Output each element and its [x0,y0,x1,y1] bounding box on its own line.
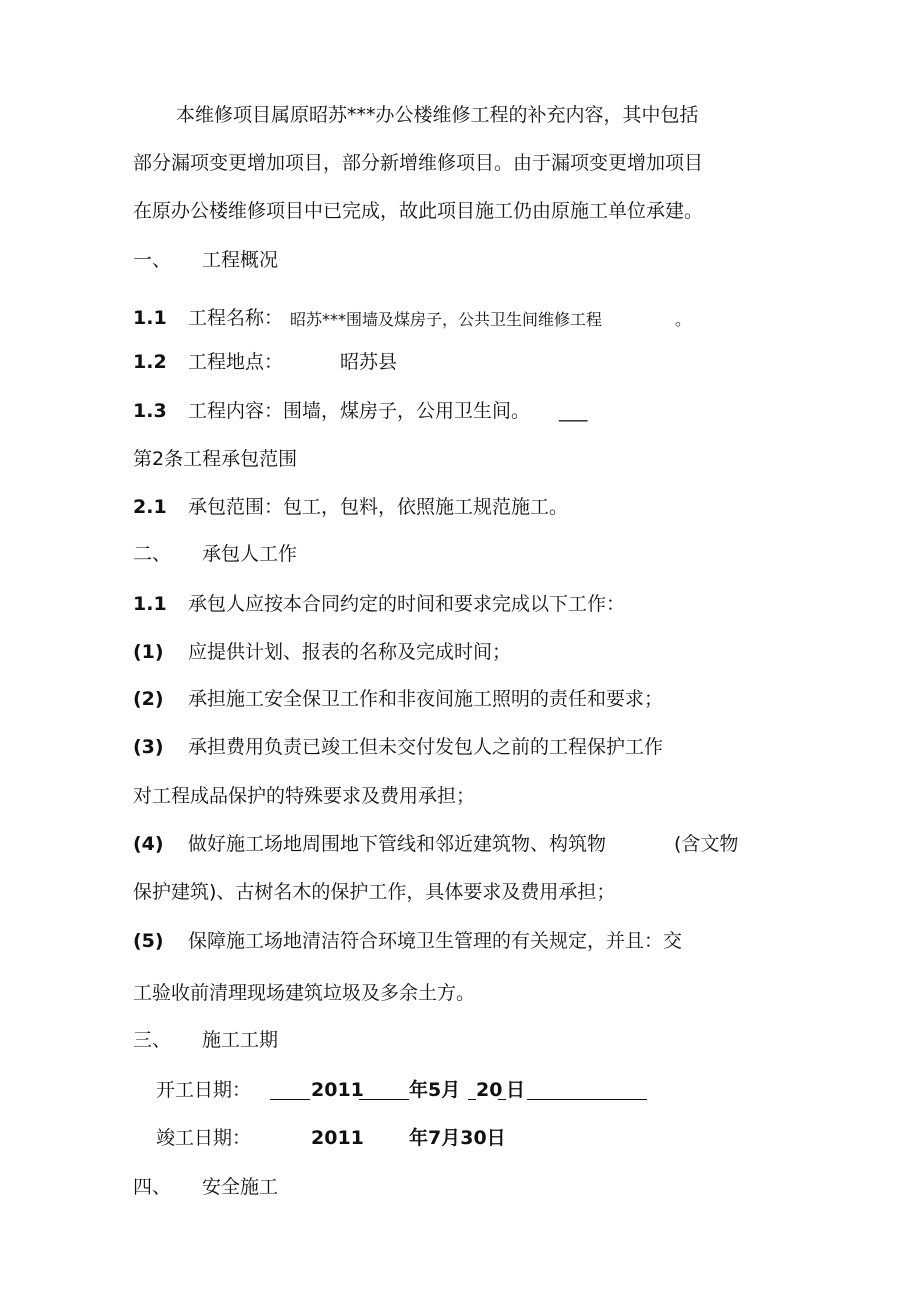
list-item-2-text: 承担施工安全保卫工作和非夜间施工照明的责任和要求； [188,688,664,710]
section-2-title: 承包人工作 [202,543,298,565]
item-1-2-label: 工程地点： [188,351,284,373]
item-1-3-tail: ___ [559,400,588,422]
section-3-number: 三、 [133,1029,172,1051]
start-date-blank-4 [498,1081,506,1100]
list-item-4-text-b: (含文物 [674,833,739,855]
start-date-year: 2011 [311,1079,364,1101]
item-1-2-value: 昭苏县 [340,351,398,373]
item-2-work-text: 承包人应按本合同约定的时间和要求完成以下工作： [188,593,626,615]
list-item-5-text: 保障施工场地清洁符合环境卫生管理的有关规定，并且：交 [188,930,683,952]
item-1-3-number: 1.3 [133,400,167,422]
start-date-blank-2 [359,1081,409,1100]
item-1-3-label: 工程内容： [188,400,284,422]
list-item-3-continuation: 对工程成品保护的特殊要求及费用承担； [133,785,476,807]
item-1-1-label: 工程名称： [188,307,284,329]
start-date-blank-5 [527,1081,647,1100]
list-item-1-number: (1) [133,641,164,663]
item-1-2-number: 1.2 [133,351,167,373]
intro-line-3: 在原办公楼维修项目中已完成，故此项目施工仍由原施工单位承建。 [133,200,704,222]
end-date-label: 竣工日期： [156,1127,252,1149]
item-1-1-value: 昭苏***围墙及煤房子，公共卫生间维修工程 [290,310,603,329]
list-item-3-number: (3) [133,736,164,758]
section-4-title: 安全施工 [202,1176,279,1198]
list-item-5-number: (5) [133,930,164,952]
list-item-4-continuation: 保护建筑)、古树名木的保护工作，具体要求及费用承担； [133,881,616,903]
item-2-1-number: 2.1 [133,496,167,518]
item-1-1-number: 1.1 [133,307,167,329]
list-item-1-text: 应提供计划、报表的名称及完成时间； [188,641,512,663]
item-1-3-value: 围墙，煤房子，公用卫生间。 [283,400,531,422]
item-1-1-end: 。 [675,310,692,329]
start-date-blank-1 [270,1081,310,1100]
section-2-number: 二、 [133,543,172,565]
section-1-title: 工程概况 [202,249,279,271]
end-date-year: 2011 [311,1127,364,1149]
section-3-title: 施工工期 [202,1029,279,1051]
section-4-number: 四、 [133,1176,172,1198]
item-2-1-text: 承包范围：包工，包料，依照施工规范施工。 [188,496,569,518]
start-date-label: 开工日期： [156,1079,252,1101]
start-date-month: 年5月 [409,1079,461,1101]
start-date-day: 20 [476,1079,503,1101]
end-date-rest: 年7月30日 [409,1127,506,1149]
scope-heading: 第2条工程承包范围 [133,448,298,470]
item-2-work-number: 1.1 [133,593,167,615]
list-item-4-number: (4) [133,833,164,855]
list-item-5-continuation: 工验收前清理现场建筑垃圾及多余土方。 [133,982,476,1004]
intro-line-2: 部分漏项变更增加项目，部分新增维修项目。由于漏项变更增加项目 [133,152,704,174]
intro-line-1: 本维修项目属原昭苏***办公楼维修工程的补充内容，其中包括 [176,104,699,126]
start-date-day-suffix: 日 [506,1079,526,1101]
list-item-3-text: 承担费用负责已竣工但未交付发包人之前的工程保护工作 [188,736,664,758]
list-item-2-number: (2) [133,688,164,710]
start-date-blank-3 [468,1081,476,1100]
list-item-4-text: 做好施工场地周围地下管线和邻近建筑物、构筑物 [188,833,607,855]
section-1-number: 一、 [133,249,172,271]
